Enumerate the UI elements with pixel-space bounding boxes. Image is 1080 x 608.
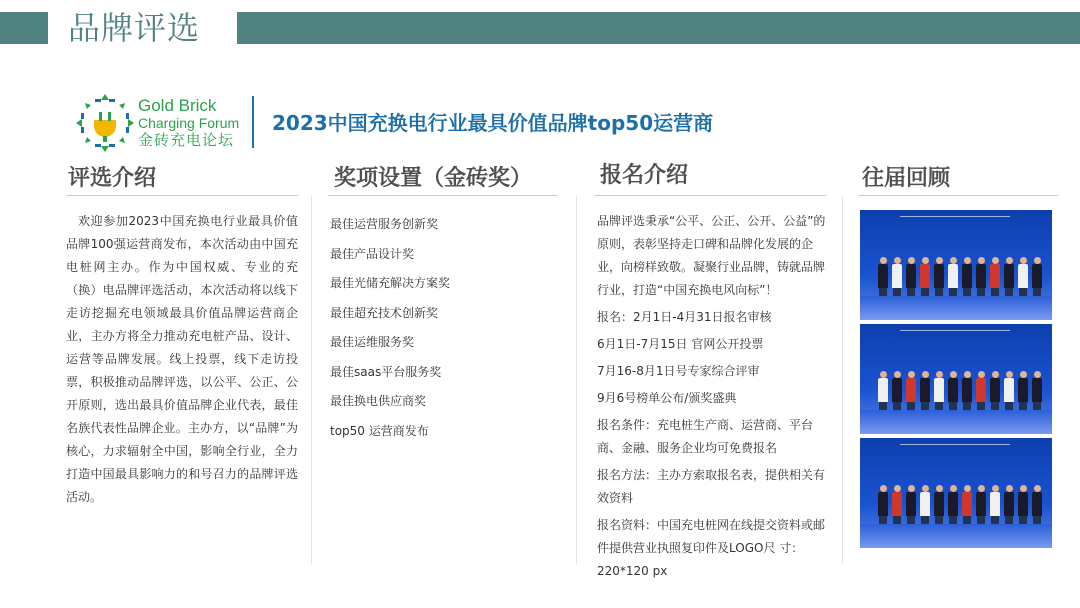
page-title: 品牌评选 <box>68 9 201 47</box>
award-item: 最佳运维服务奖 <box>330 335 415 349</box>
brand-line-3: 金砖充电论坛 <box>138 132 235 149</box>
registration-paragraph: 报名资料：中国充电桩网在线提交资料或邮件提供营业执照复印件及LOGO尺 寸：220*120 px <box>597 518 826 578</box>
gold-brick-logo-icon <box>74 92 136 154</box>
registration-section <box>597 210 827 587</box>
registration-paragraph: 报名方法：主办方索取报名表，提供相关有效资料 <box>597 468 826 505</box>
award-item: 最佳超充技术创新奖 <box>330 305 439 320</box>
award-item: 最佳运营服务创新奖 <box>330 217 439 231</box>
award-ceremony-photo <box>860 324 1052 434</box>
awards-title-rule <box>328 195 558 196</box>
photo-banner <box>900 216 1010 226</box>
history-title: 往届回顾 <box>862 166 951 191</box>
intro-body: 欢迎参加2023中国充换电行业最具价值品牌100强运营商发布，本次活动由中国充电桩网主办。作为中国权威、专业的充（换）电品牌评选活动，本次活动将以线下走访挖掘充电领域最具价值品牌运营商企业，主办方将全力推动充电桩产品、设计、运营等品牌发展。线上投票，线下走访投票，积极推动品牌评选，以公平、公正、公开原则，选出最具价值品牌企业代表，最佳名族代表性品牌企业。主办方，以“品牌”为核心，力求辐射全中国，影响全行业，全力打造中国最具影响力的和号召力的品牌评选活动。 <box>66 214 298 504</box>
photo-banner <box>900 330 1010 340</box>
column-divider-2 <box>576 196 577 564</box>
award-item: 最佳saas平台服务奖 <box>330 364 442 379</box>
registration-paragraph: 7月16-8月1日号专家综合评审 <box>597 364 760 378</box>
logo-divider <box>252 96 254 148</box>
column-divider-3 <box>842 196 843 564</box>
photo-stage <box>860 524 1052 548</box>
registration-paragraph: 9月6号榜单公布/颁奖盛典 <box>597 391 737 405</box>
photo-stage <box>860 410 1052 434</box>
intro-section <box>66 210 298 509</box>
brand-line-1: Gold Brick <box>138 96 217 115</box>
event-headline: 2023中国充换电行业最具价值品牌top50运营商 <box>272 111 714 135</box>
photo-banner <box>900 444 1010 454</box>
award-item: top50 运营商发布 <box>330 423 429 438</box>
intro-title: 评选介绍 <box>68 166 157 191</box>
history-title-rule <box>858 195 1058 196</box>
award-item: 最佳光储充解决方案奖 <box>330 276 451 290</box>
awards-title: 奖项设置（金砖奖） <box>334 166 533 191</box>
award-ceremony-photo <box>860 438 1052 548</box>
award-item: 最佳换电供应商奖 <box>330 394 427 408</box>
header-bar-left <box>0 12 48 44</box>
registration-paragraph: 品牌评选秉承“公平、公正、公开、公益”的原则，表彰坚持走口碑和品牌化发展的企业，向榜样致敬。凝聚行业品牌，铸就品牌行业，打造“中国充换电风向标”！ <box>597 214 826 297</box>
registration-title: 报名介绍 <box>600 163 689 188</box>
brand-name <box>138 96 239 150</box>
photo-stage <box>860 296 1052 320</box>
award-ceremony-photo <box>860 210 1052 320</box>
award-item: 最佳产品设计奖 <box>330 246 415 261</box>
awards-list <box>330 210 550 446</box>
column-divider-1 <box>311 196 312 564</box>
registration-paragraph: 报名：2月1日-4月31日报名审核 <box>597 310 772 324</box>
brand-line-2: Charging Forum <box>138 115 240 131</box>
header-bar-right <box>237 12 1080 44</box>
intro-title-rule <box>66 195 298 196</box>
registration-paragraph: 6月1日-7月15日 官网公开投票 <box>597 337 764 351</box>
registration-paragraph: 报名条件：充电桩生产商、运营商、平台商、金融、服务企业均可免费报名 <box>597 418 814 455</box>
registration-title-rule <box>594 195 826 196</box>
